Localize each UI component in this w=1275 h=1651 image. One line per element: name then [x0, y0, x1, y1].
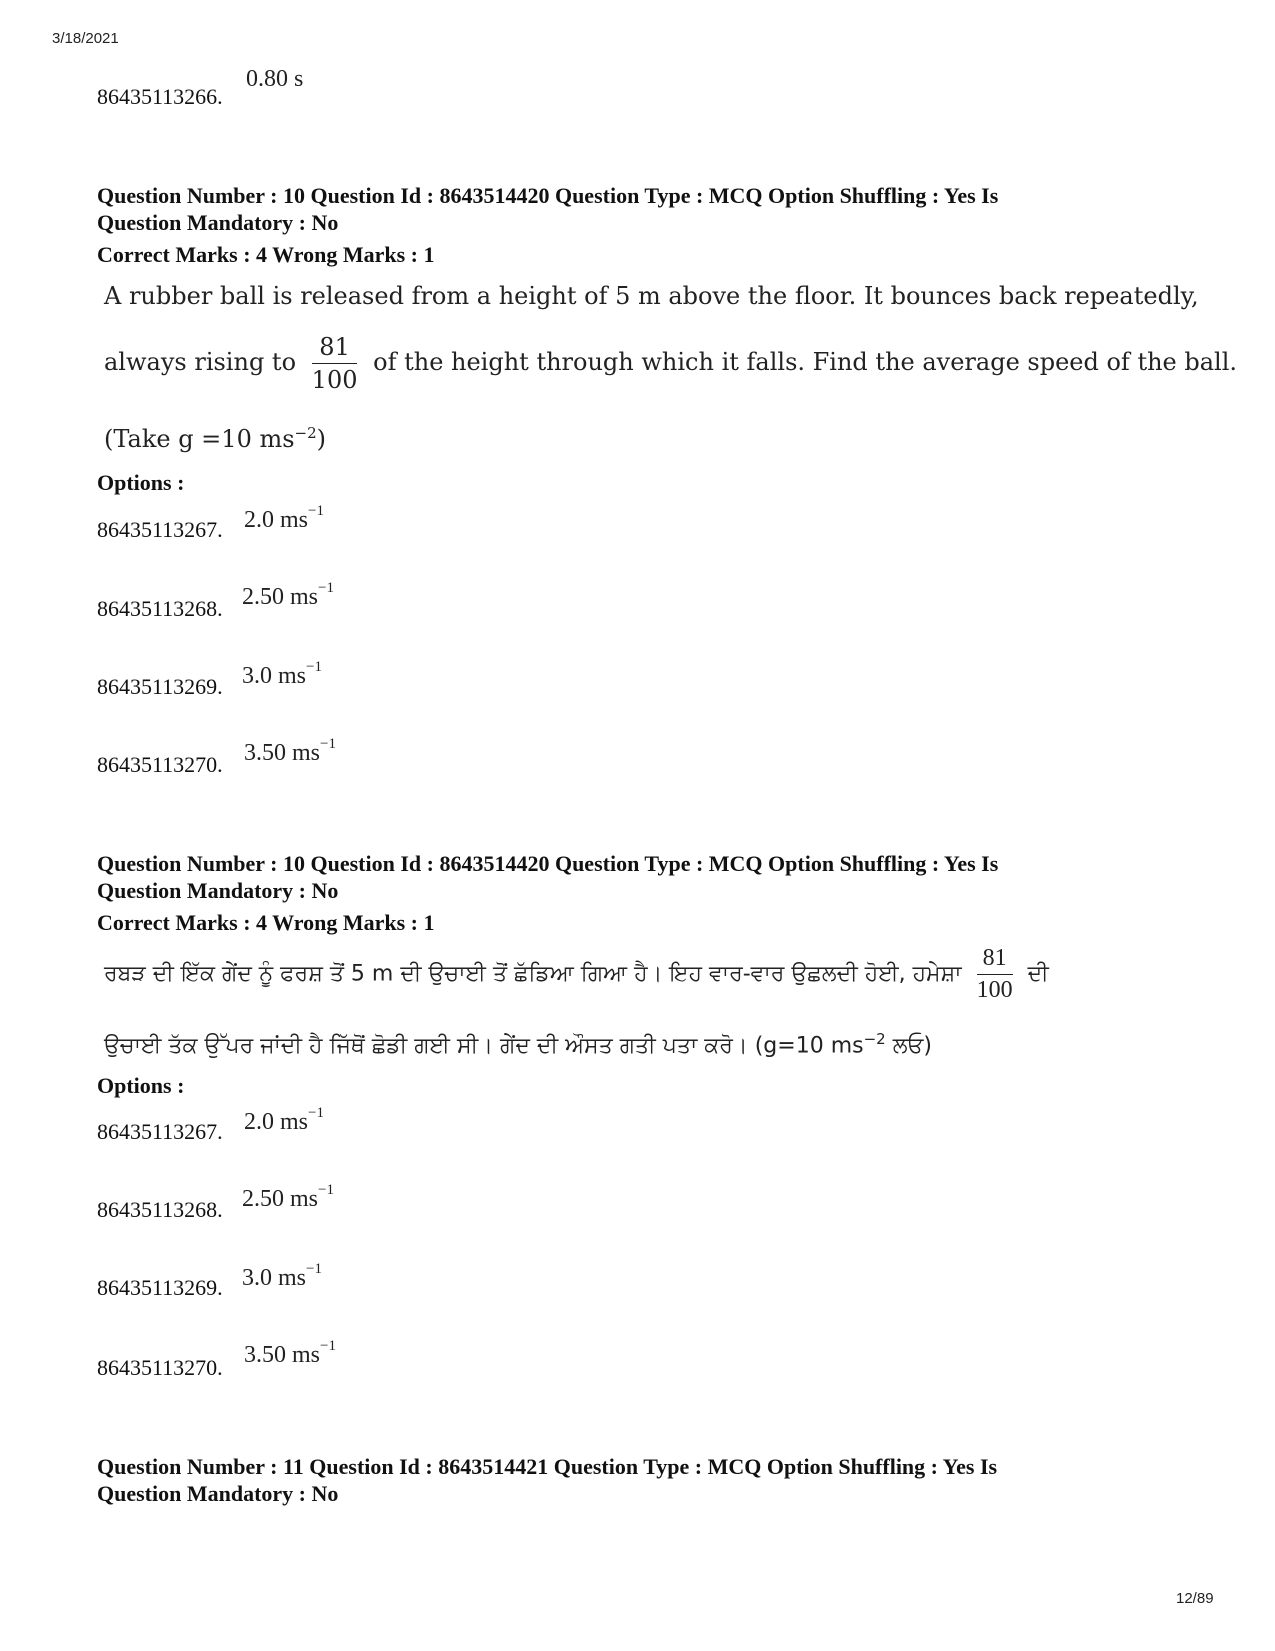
- exponent: −1: [308, 503, 324, 519]
- fraction: [312, 333, 358, 394]
- question-meta: [97, 182, 998, 236]
- options-label: Options :: [97, 470, 185, 495]
- option-value-text: 3.50 ms: [244, 1342, 321, 1368]
- option-value: [244, 1105, 324, 1136]
- question-text-line: [104, 424, 326, 453]
- question-meta-line1: Question Number : 11 Question Id : 8643514421 Question Type : MCQ Option Shuffling : Yes Is: [97, 1454, 998, 1479]
- option-value: [244, 736, 336, 767]
- option-id: 86435113267.: [97, 517, 223, 542]
- fraction-denominator: 100: [311, 366, 358, 394]
- option-value-text: 3.0 ms: [242, 663, 307, 689]
- question-meta-line2: Question Mandatory : No: [97, 1481, 339, 1506]
- exponent: −1: [320, 736, 336, 752]
- print-date: 3/18/2021: [52, 30, 119, 47]
- page-number: 12/89: [1176, 1590, 1214, 1607]
- option-value: 0.80 s: [246, 66, 304, 92]
- question-text-segment: ਰਬੜ ਦੀ ਇੱਕ ਗੇਂਦ ਨੂੰ ਫਰਸ਼ ਤੋਂ 5 m ਦੀ ਉਚਾਈ ਤੋਂ ਛੱਡਿਆ ਗਿਆ ਹੈ। ਇਹ ਵਾਰ-ਵਾਰ ਉਛਲਦੀ ਹੋਈ, ਹਮੇਸ਼ਾ: [104, 961, 962, 987]
- option-id: 86435113268.: [97, 596, 223, 621]
- exponent: −2: [294, 424, 317, 442]
- option-value: [244, 1338, 336, 1369]
- question-meta-line2: Question Mandatory : No: [97, 878, 339, 903]
- option-value: [242, 580, 334, 611]
- option-value: [244, 503, 324, 534]
- question-meta-line2: Question Mandatory : No: [97, 210, 339, 235]
- option-id: 86435113269.: [97, 674, 223, 699]
- option-value: [242, 1182, 334, 1213]
- option-id: 86435113266.: [97, 84, 223, 109]
- option-value-text: 2.0 ms: [244, 1109, 309, 1135]
- fraction-numerator: 81: [312, 333, 358, 364]
- option-id: 86435113268.: [97, 1197, 223, 1222]
- question-text-line: [104, 945, 1049, 1004]
- question-text-segment: ਉਚਾਈ ਤੱਕ ਉੱਪਰ ਜਾਂਦੀ ਹੈ ਜਿੱਥੋਂ ਛੋਡੀ ਗਈ ਸੀ। ਗੇਂਦ ਦੀ ਔਸਤ ਗਤੀ ਪਤਾ ਕਰੋ। (g=10 ms: [104, 1033, 864, 1059]
- question-text-segment: always rising to: [104, 348, 297, 376]
- option-value-text: 3.50 ms: [244, 740, 321, 766]
- exponent: −2: [863, 1030, 886, 1048]
- exponent: −1: [320, 1338, 336, 1354]
- options-label: Options :: [97, 1073, 185, 1098]
- exponent: −1: [308, 1105, 324, 1121]
- option-value: [242, 659, 322, 690]
- option-id: 86435113270.: [97, 752, 223, 777]
- question-text-segment: of the height through which it falls. Find the average speed of the ball.: [373, 348, 1238, 376]
- option-id: 86435113269.: [97, 1275, 223, 1300]
- question-meta: [97, 1453, 997, 1507]
- fraction: [977, 945, 1013, 1004]
- question-marks: Correct Marks : 4 Wrong Marks : 1: [97, 242, 435, 267]
- option-value: [242, 1261, 322, 1292]
- question-text-segment: ): [316, 425, 327, 453]
- question-text-line: A rubber ball is released from a height of 5 m above the floor. It bounces back repeatedly,: [104, 282, 1199, 310]
- fraction-numerator: 81: [977, 945, 1013, 975]
- option-value-text: 2.50 ms: [242, 1186, 319, 1212]
- option-value-text: 2.0 ms: [244, 507, 309, 533]
- fraction-denominator: 100: [976, 977, 1013, 1003]
- option-id: 86435113267.: [97, 1119, 223, 1144]
- exponent: −1: [318, 1182, 334, 1198]
- option-id: 86435113270.: [97, 1355, 223, 1380]
- exponent: −1: [306, 659, 322, 675]
- question-meta: [97, 850, 998, 904]
- exponent: −1: [306, 1261, 322, 1277]
- option-value-text: 2.50 ms: [242, 584, 319, 610]
- question-text-line: [104, 333, 1237, 394]
- question-marks: Correct Marks : 4 Wrong Marks : 1: [97, 910, 435, 935]
- question-text-line: [104, 1030, 932, 1058]
- question-meta-line1: Question Number : 10 Question Id : 8643514420 Question Type : MCQ Option Shuffling : Yes Is: [97, 183, 999, 208]
- question-text-segment: (Take g =10 ms: [104, 425, 295, 453]
- question-meta-line1: Question Number : 10 Question Id : 8643514420 Question Type : MCQ Option Shuffling : Yes Is: [97, 851, 999, 876]
- exponent: −1: [318, 580, 334, 596]
- question-text-segment: ਦੀ: [1027, 961, 1049, 987]
- option-value-text: 3.0 ms: [242, 1265, 307, 1291]
- question-text-segment: ਲਓ): [892, 1033, 932, 1059]
